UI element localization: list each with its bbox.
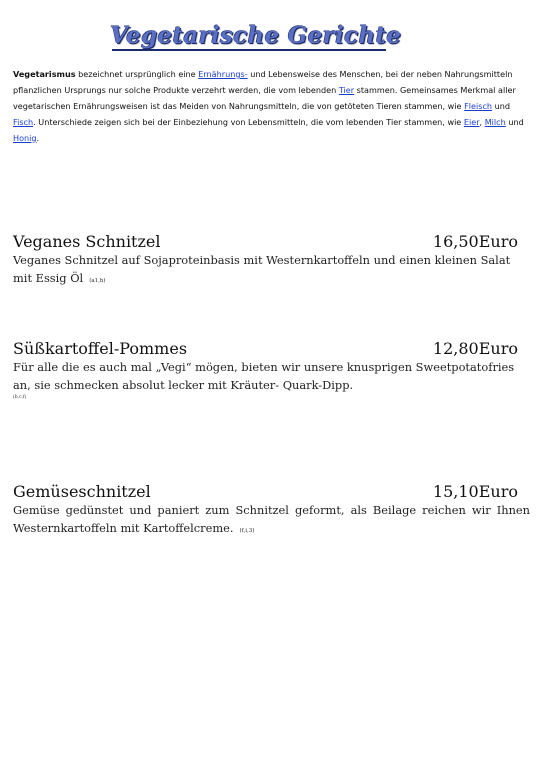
link-fleisch[interactable]: Fleisch (464, 101, 493, 111)
link-eier[interactable]: Eier (463, 117, 480, 127)
menu-item-price: 12,80Euro (432, 339, 518, 358)
intro-text: und Lebensweise des Menschen, bei der neben Nahrungsmitteln pflanzlichen Ursprungs nur solche Produkte verzehrt werden, die vom lebenden (13, 69, 513, 95)
menu-item-header (13, 482, 530, 501)
intro-paragraph (13, 66, 525, 146)
intro-text: . (36, 133, 40, 143)
menu-item-price: 16,50Euro (432, 232, 518, 251)
menu-item-price: 15,10Euro (432, 482, 518, 501)
menu-item (13, 339, 530, 401)
menu-item-name: Veganes Schnitzel (13, 232, 161, 251)
link-tier[interactable]: Tier (338, 85, 355, 95)
menu-item-desc-text: Veganes Schnitzel auf Sojaproteinbasis mit Westernkartoffeln und einen kleinen Salat mit Essig Öl (13, 253, 511, 285)
intro-lead: Vegetarismus (13, 69, 76, 79)
intro-text: , (479, 117, 485, 127)
link-milch[interactable]: Milch (484, 117, 506, 127)
menu-item-allergens: (b,c,f) (13, 395, 27, 400)
page-title: Vegetarische Gerichte (110, 22, 402, 49)
menu-item-allergens: (a1,h) (89, 278, 106, 284)
menu-item-description (13, 251, 530, 290)
menu-item-description (13, 501, 530, 540)
menu-item-name: Süßkartoffel-Pommes (13, 339, 188, 358)
intro-text: bezeichnet ursprünglich eine (75, 69, 199, 79)
menu-item-desc-text: Gemüse gedünstet und paniert zum Schnitzel geformt, als Beilage reichen wir Ihnen Westernkartoffeln mit Kartoffelcreme. (13, 503, 530, 535)
menu-item-header (13, 339, 530, 358)
intro-text: und (492, 101, 511, 111)
menu-item-header (13, 232, 530, 251)
menu-item-allergens: (f,i,3) (239, 528, 255, 534)
menu-item (13, 232, 530, 290)
intro-text: . Unterschiede zeigen sich bei der Einbeziehung von Lebensmitteln, die vom lebenden Tier stammen, wie (33, 117, 464, 127)
menu-item-description: Für alle die es auch mal „Vegi“ mögen, bieten wir unsere knusprigen Sweetpotatofries an, sie schmecken absolut lecker mit Kräuter- Quark-Dipp. (13, 360, 515, 392)
menu-item-name: Gemüseschnitzel (13, 482, 151, 501)
intro-text: und (505, 117, 524, 127)
title-underline (112, 49, 386, 51)
link-fisch[interactable]: Fisch (13, 117, 34, 127)
link-honig[interactable]: Honig (13, 133, 37, 143)
link-ernaehrung[interactable]: Ernährungs- (198, 69, 248, 79)
intro-text: stammen. Gemeinsames Merkmal aller vegetarischen Ernährungsweisen ist das Meiden von Nahrungsmitteln, die von getöteten Tieren stammen, wie (13, 85, 516, 111)
menu-item (13, 482, 530, 540)
